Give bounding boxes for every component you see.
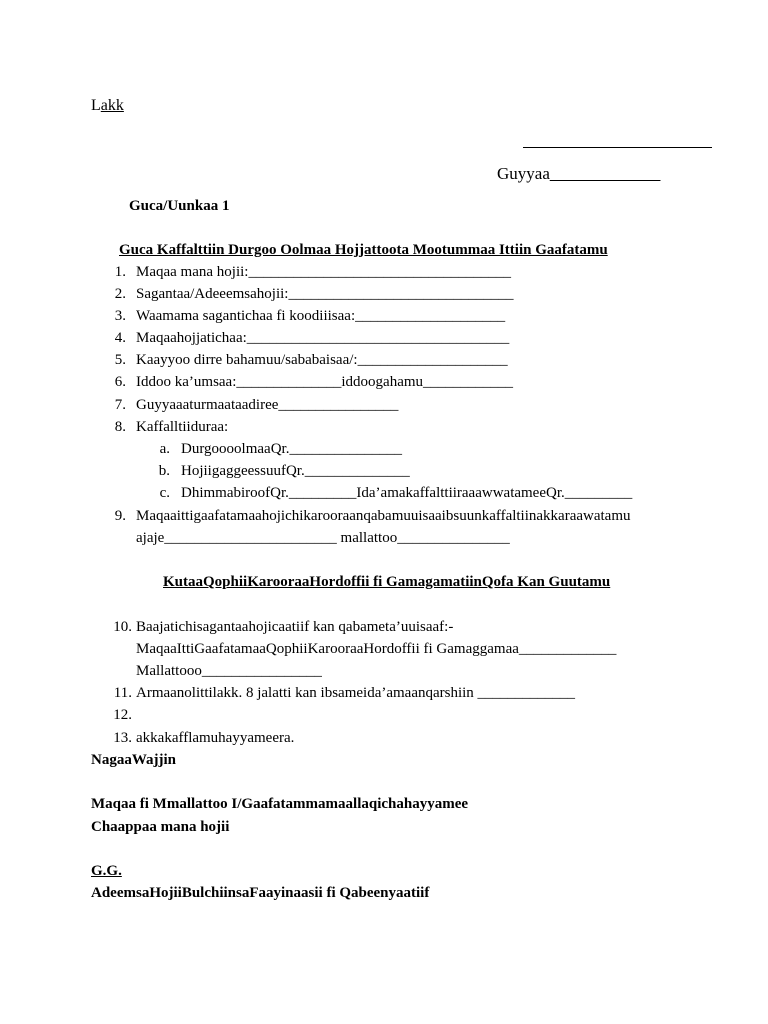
list-item: Sagantaa/Adeeemsahojii:______________________________ — [136, 286, 514, 302]
list-item-number: 2. — [114, 286, 126, 302]
signature-line: Maqaa fi Mmallattoo I/Gaafatammamaallaqichahayyamee — [91, 796, 469, 812]
sub-item: HojiigaggeessuufQr.______________ — [181, 463, 410, 479]
list-item: Guyyaaaturmaataadiree________________ — [136, 397, 399, 413]
list-item: Waamama sagantichaa fi koodiiisaa:____________________ — [136, 308, 506, 324]
list-item-number: 9. — [114, 508, 126, 524]
list-item: Maqaahojjatichaa:___________________________________ — [136, 330, 510, 346]
list-item-line: akkakafflamuhayyameera. — [136, 730, 295, 746]
sub-item: DhimmabiroofQr._________Ida’amakaffalttiiraaawwatameeQr._________ — [181, 485, 633, 501]
lakk-rest: akk — [100, 97, 124, 114]
section-title: KutaaQophiiKarooraaHordoffii fi GamagamatiinQofa Kan Guutamu — [163, 574, 611, 590]
list-item-line: Mallattooo________________ — [136, 663, 322, 679]
lakk-prefix: L — [91, 97, 101, 114]
list-item: Iddoo ka’umsaa:______________iddoogahamu____________ — [136, 374, 514, 390]
list-item-number: 3. — [114, 308, 126, 324]
sub-item: DurgoooolmaaQr._______________ — [181, 441, 402, 457]
list-item: Maqaa mana hojii:___________________________________ — [136, 264, 511, 280]
copy-recipient: AdeemsaHojiiBulchiinsaFaayinaasii fi Qabeenyaatiif — [91, 885, 430, 901]
list-item: Kaffalltiiduraa: — [136, 419, 229, 435]
sub-item-letter: a. — [159, 441, 170, 457]
top-right-blank-line — [523, 147, 712, 148]
list-item-line: Maqaaittigaafatamaahojichikarooraanqabamuuisaaibsuunkaffaltiinakkaraawatamu — [136, 508, 631, 524]
date-label: Guyyaa — [497, 164, 550, 183]
list-item-number: 6. — [114, 374, 126, 390]
list-item-number: 10. — [113, 619, 132, 635]
sub-item-letter: c. — [159, 485, 170, 501]
office-stamp-label: Chaappaa mana hojii — [91, 819, 230, 835]
closing-greeting: NagaaWajjin — [91, 752, 177, 768]
list-item-number: 11. — [113, 685, 132, 701]
date-blank: _____________ — [549, 164, 661, 183]
date-field — [497, 164, 660, 184]
list-item-number: 8. — [114, 419, 126, 435]
copy-to-label: G.G. — [91, 863, 122, 879]
list-item-number: 12. — [113, 707, 132, 723]
reference-number-label — [91, 96, 124, 116]
list-item-line: Baajatichisagantaahojicaatiif kan qabameta’uuisaaf:- — [136, 619, 454, 635]
list-item-line: MaqaaIttiGaafatamaaQophiiKarooraaHordoffii fi Gamaggamaa_____________ — [136, 641, 617, 657]
form-title: Guca Kaffalttiin Durgoo Oolmaa Hojjattoota Mootummaa Ittiin Gaafatamu — [119, 242, 608, 258]
list-item-number: 5. — [114, 352, 126, 368]
list-item-number: 7. — [114, 397, 126, 413]
form-section-label: Guca/Uunkaa 1 — [129, 198, 230, 214]
list-item-number: 4. — [114, 330, 126, 346]
list-item-number: 1. — [114, 264, 126, 280]
list-item-line: Armaanolittilakk. 8 jalatti kan ibsameida’amaanqarshiin _____________ — [136, 685, 576, 701]
list-item: Kaayyoo dirre bahamuu/sababaisaa/:____________________ — [136, 352, 508, 368]
list-item-number: 13. — [113, 730, 132, 746]
sub-item-letter: b. — [158, 463, 170, 479]
list-item-line: ajaje_______________________ mallattoo_______________ — [136, 530, 510, 546]
